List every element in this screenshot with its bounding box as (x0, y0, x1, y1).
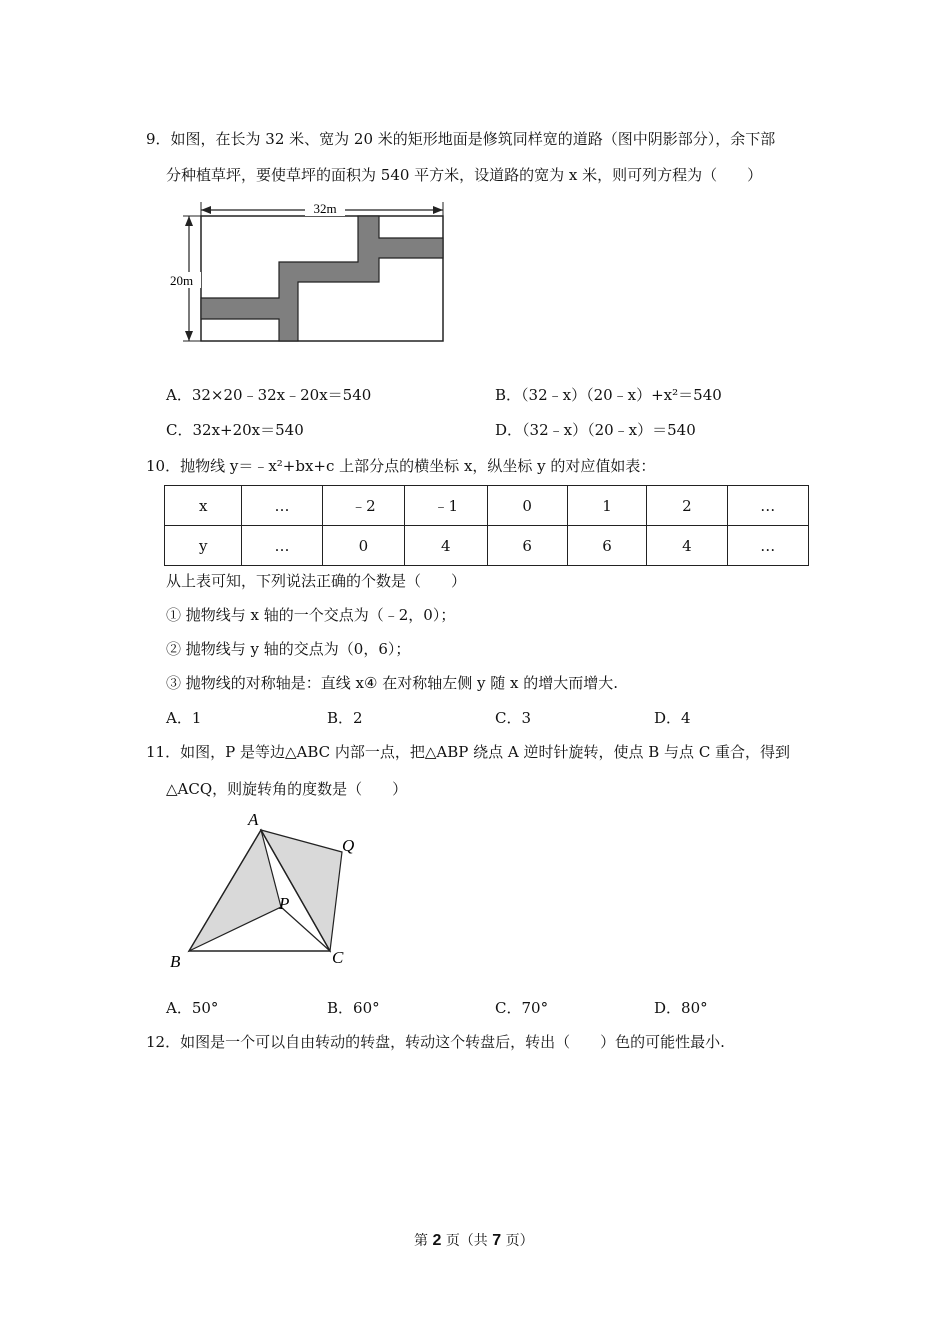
table-cell: x (165, 486, 242, 526)
table-cell: y (165, 526, 242, 566)
table-cell: … (727, 486, 808, 526)
table-cell: 6 (567, 526, 646, 566)
label-c: C (332, 948, 344, 967)
q10-statement-3: ③ 抛物线的对称轴是：直线 x④ 在对称轴左侧 y 随 x 的增大而增大. (166, 674, 618, 692)
q10-option-b: B．2 (327, 709, 363, 727)
q10-option-c: C．3 (495, 709, 532, 727)
table-row-x (165, 486, 809, 526)
q10-prompt: 从上表可知，下列说法正确的个数是（ ） (166, 572, 467, 590)
triangle-abp (189, 830, 281, 951)
q9-option-a: A．32×20﹣32x﹣20x＝540 (166, 386, 372, 404)
q11-stem-line1: 11．如图，P 是等边△ABC 内部一点，把△ABP 绕点 A 逆时针旋转，使点 B 与点 C 重合，得到 (146, 743, 791, 761)
q10-value-table (164, 485, 809, 566)
width-label: 32m (313, 201, 337, 216)
table-cell: 2 (647, 486, 727, 526)
q10-statement-1: ① 抛物线与 x 轴的一个交点为（﹣2，0）； (166, 606, 456, 624)
q9-stem-line2: 分种植草坪，要使草坪的面积为 540 平方米，设道路的宽为 x 米，则可列方程为（ ） (166, 166, 763, 184)
footer-pre: 第 (414, 1233, 428, 1249)
table-cell: 1 (567, 486, 646, 526)
q11-option-d: D．80° (654, 999, 708, 1017)
q10-option-d: D．4 (654, 709, 691, 727)
footer-page-number: 2 (432, 1232, 442, 1249)
footer-post: 页） (505, 1233, 534, 1249)
height-label: 20m (170, 273, 194, 288)
footer-mid: 页（共 (445, 1233, 488, 1249)
q10-option-a: A．1 (166, 709, 202, 727)
table-cell: … (242, 526, 322, 566)
q12-stem: 12．如图是一个可以自由转动的转盘，转动这个转盘后，转出（ ）色的可能性最小. (146, 1033, 725, 1051)
footer-total-pages: 7 (492, 1232, 502, 1249)
table-row-y (165, 526, 809, 566)
table-cell: 0 (322, 526, 404, 566)
q10-stem: 10．抛物线 y＝﹣x²+bx+c 上部分点的横坐标 x，纵坐标 y 的对应值如表： (146, 457, 656, 475)
q9-option-d: D．（32﹣x）（20﹣x）＝540 (495, 421, 696, 439)
q9-stem-line1: 9．如图，在长为 32 米、宽为 20 米的矩形地面是修筑同样宽的道路（图中阴影部分），余下部 (146, 130, 776, 148)
label-q: Q (342, 836, 355, 855)
page-footer (414, 1230, 534, 1250)
table-cell: … (727, 526, 808, 566)
table-cell: … (242, 486, 322, 526)
q9-option-b: B．（32﹣x）（20﹣x）+x²＝540 (495, 386, 722, 404)
q11-option-c: C．70° (495, 999, 549, 1017)
q11-option-b: B．60° (327, 999, 380, 1017)
q11-triangle-figure (160, 805, 370, 975)
table-cell: ﹣2 (322, 486, 404, 526)
table-cell: 6 (487, 526, 567, 566)
q11-option-a: A．50° (166, 999, 219, 1017)
label-p: P (279, 894, 290, 913)
label-a: A (248, 810, 259, 829)
q10-statement-2: ② 抛物线与 y 轴的交点为（0，6）； (166, 640, 411, 658)
label-b: B (170, 952, 181, 971)
table-cell: 4 (647, 526, 727, 566)
table-cell: ﹣1 (405, 486, 487, 526)
table-cell: 4 (405, 526, 487, 566)
q9-road-figure (165, 198, 450, 346)
q9-option-c: C．32x+20x＝540 (166, 421, 304, 439)
table-cell: 0 (487, 486, 567, 526)
q11-stem-line2: △ACQ，则旋转角的度数是（ ） (166, 780, 408, 798)
